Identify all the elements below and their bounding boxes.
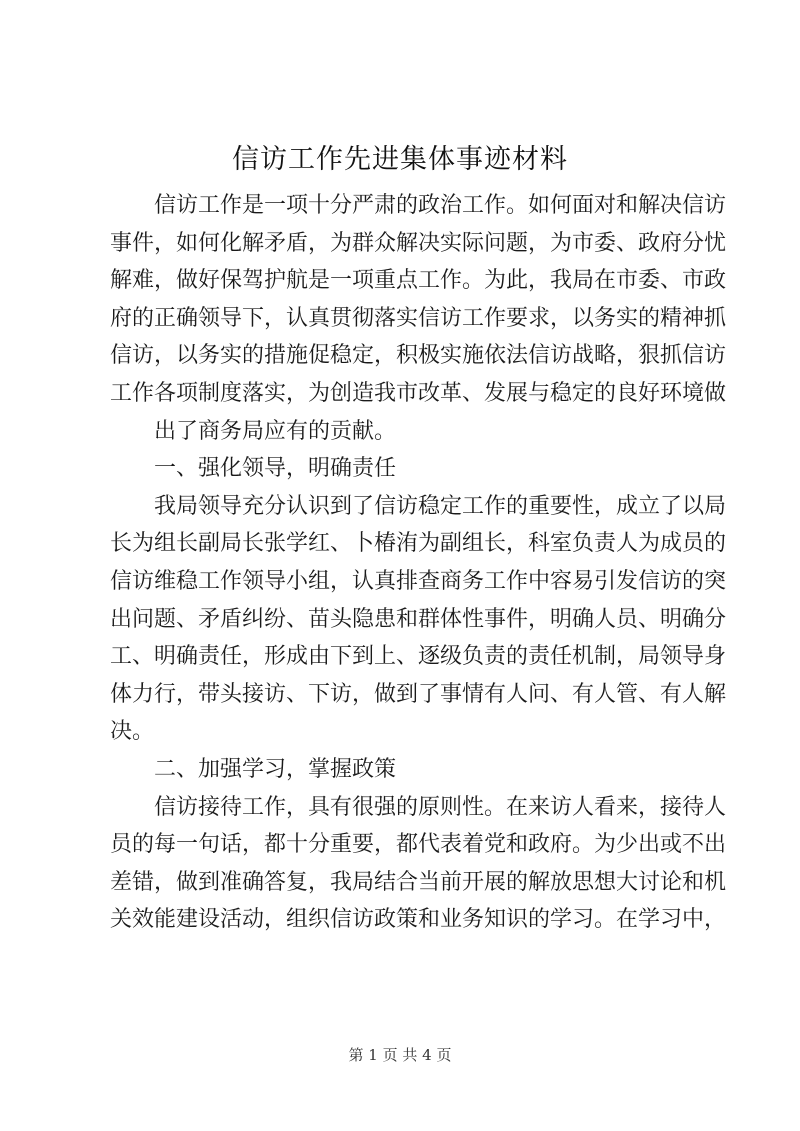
body-line: 关效能建设活动，组织信访政策和业务知识的学习。在学习中， bbox=[110, 907, 727, 933]
body-line: 我局领导充分认识到了信访稳定工作的重要性，成立了以局 bbox=[110, 493, 727, 519]
body-line: 府的正确领导下，认真贯彻落实信访工作要求，以务实的精神抓 bbox=[110, 305, 727, 331]
body-line: 出问题、矛盾纠纷、苗头隐患和群体性事件，明确人员、明确分 bbox=[110, 606, 727, 632]
body-line: 差错，做到准确答复，我局结合当前开展的解放思想大讨论和机 bbox=[110, 869, 727, 895]
body-line: 信访维稳工作领导小组，认真排查商务工作中容易引发信访的突 bbox=[110, 568, 727, 594]
document-title: 信访工作先进集体事迹材料 bbox=[232, 144, 568, 175]
section-heading: 一、强化领导，明确责任 bbox=[110, 456, 397, 482]
body-line: 解难，做好保驾护航是一项重点工作。为此，我局在市委、市政 bbox=[110, 268, 727, 294]
body-line: 体力行，带头接访、下访，做到了事情有人问、有人管、有人解 bbox=[110, 681, 727, 707]
body-line: 工作各项制度落实，为创造我市改革、发展与稳定的良好环境做 bbox=[110, 380, 727, 406]
body-line: 事件，如何化解矛盾，为群众解决实际问题，为市委、政府分忧 bbox=[110, 230, 727, 256]
body-line: 信访接待工作，具有很强的原则性。在来访人看来，接待人 bbox=[110, 794, 727, 820]
page-number-footer: 第 1 页 共 4 页 bbox=[348, 1046, 452, 1064]
body-line: 工、明确责任，形成由下到上、逐级负责的责任机制，局领导身 bbox=[110, 644, 727, 670]
body-line: 信访，以务实的措施促稳定，积极实施依法信访战略，狠抓信访 bbox=[110, 343, 727, 369]
section-heading: 二、加强学习，掌握政策 bbox=[110, 756, 397, 782]
document-body bbox=[110, 187, 727, 939]
body-line: 决。 bbox=[110, 719, 155, 745]
body-line: 员的每一句话，都十分重要，都代表着党和政府。为少出或不出 bbox=[110, 832, 727, 858]
body-line: 长为组长副局长张学红、卜椿洧为副组长，科室负责人为成员的 bbox=[110, 531, 727, 557]
body-line: 信访工作是一项十分严肃的政治工作。如何面对和解决信访 bbox=[110, 193, 727, 218]
body-line: 出了商务局应有的贡献。 bbox=[110, 418, 397, 444]
